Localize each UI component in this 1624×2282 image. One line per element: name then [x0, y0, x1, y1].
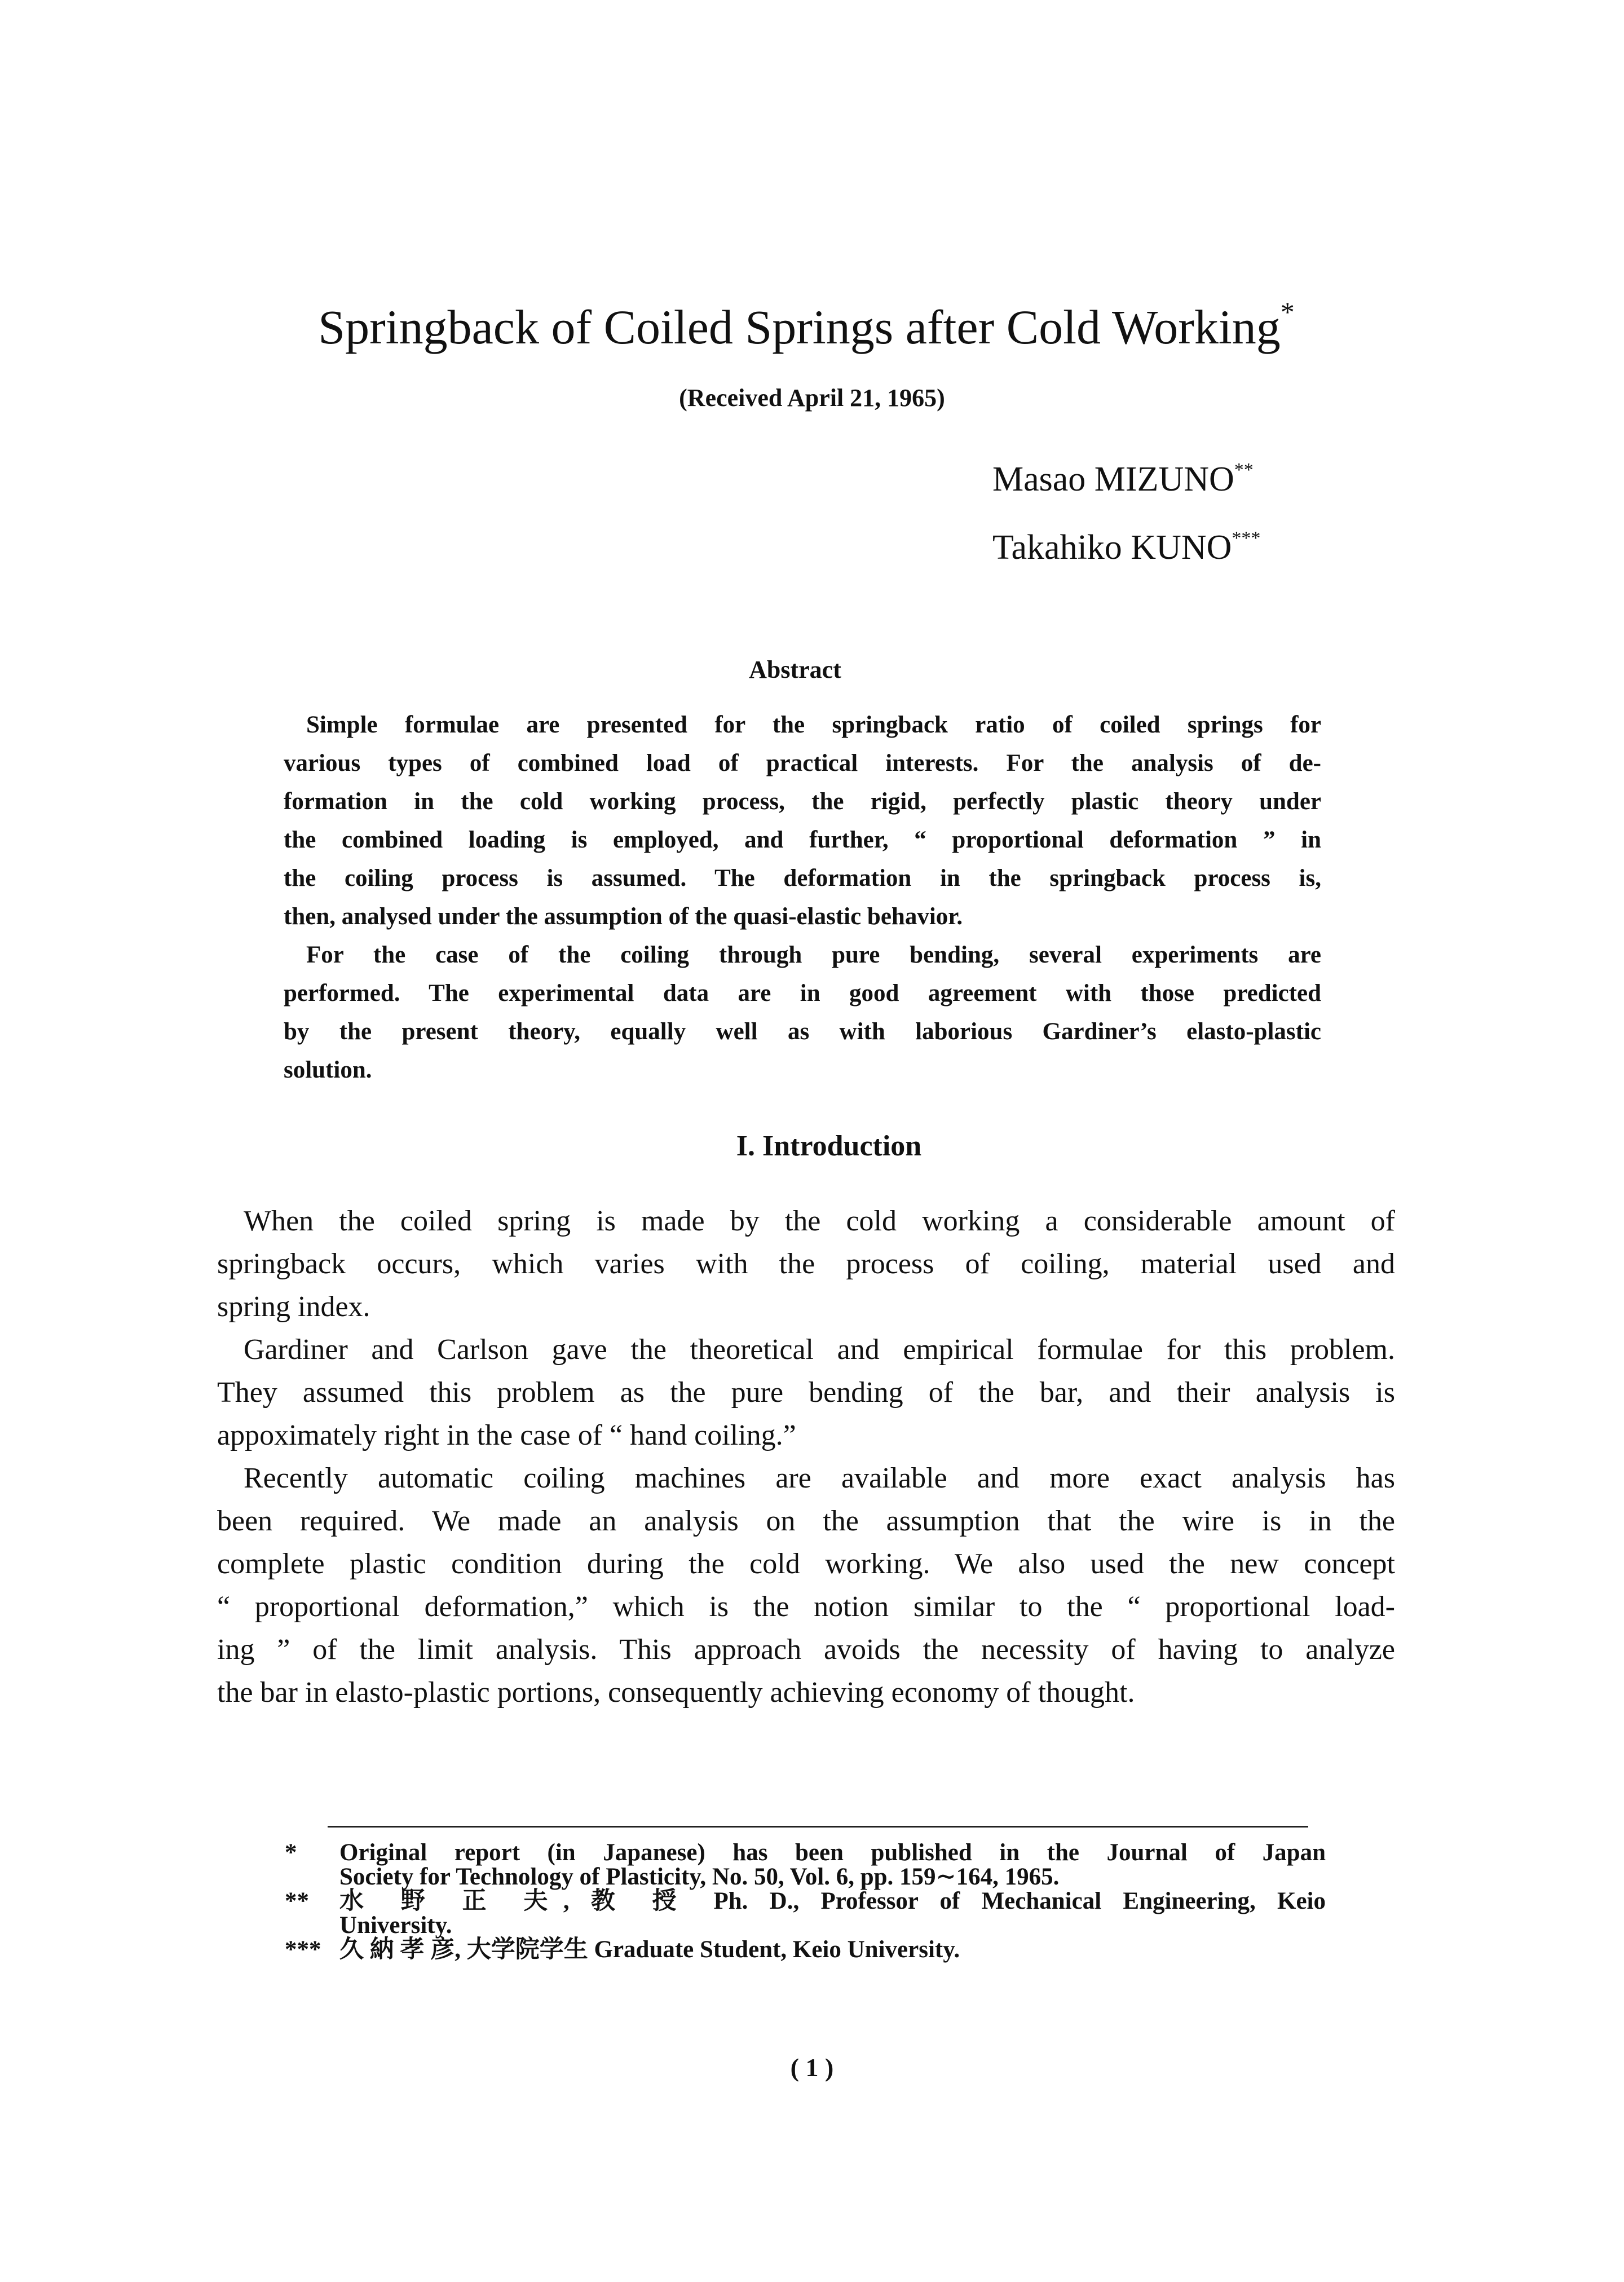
text-line: When the coiled spring is made by the cold working a considerable amount of	[244, 1205, 1395, 1237]
received-date: (Received April 21, 1965)	[679, 384, 945, 412]
text-line: springback occurs, which varies with the process of coiling, material used and	[217, 1248, 1395, 1280]
text-line: been required. We made an analysis on the assumption that the wire is in the	[217, 1505, 1395, 1537]
introduction-body	[217, 1200, 1395, 1714]
paper-title	[248, 296, 1365, 355]
paragraph	[217, 1200, 1395, 1328]
text-line: complete plastic condition during the cold working. We also used the new concept	[217, 1548, 1395, 1580]
text-line: performed. The experimental data are in good agreement with those predicted	[284, 980, 1321, 1007]
footnote-mark: ***	[285, 1936, 321, 1963]
text-line: the bar in elasto-plastic portions, consequently achieving economy of thought.	[217, 1676, 1135, 1709]
title-footnote-mark: *	[1280, 296, 1295, 328]
text-line: Gardiner and Carlson gave the theoretical and empirical formulae for this problem.	[244, 1334, 1395, 1366]
paragraph	[284, 936, 1321, 1089]
footnotes	[285, 1834, 1326, 1963]
footnote	[285, 1834, 1326, 1890]
paragraph	[217, 1328, 1395, 1457]
footnote	[285, 1931, 1326, 1963]
abstract-heading: Abstract	[749, 656, 841, 683]
footnote-divider	[328, 1826, 1308, 1828]
text-line: spring index.	[217, 1291, 370, 1323]
page-number: ( 1 )	[790, 2053, 834, 2082]
footnote	[285, 1882, 1326, 1939]
text-line: by the present theory, equally well as with laborious Gardiner’s elasto-plastic	[284, 1018, 1321, 1045]
author-footnote-mark: **	[1234, 460, 1254, 480]
text-line: They assumed this problem as the pure bending of the bar, and their analysis is	[217, 1376, 1395, 1409]
text-line: solution.	[284, 1057, 372, 1083]
paragraph	[217, 1457, 1395, 1714]
author-name: Takahiko KUNO	[992, 528, 1232, 567]
text-line: the coiling process is assumed. The deformation in the springback process is,	[284, 865, 1321, 891]
text-line: appoximately right in the case of “ hand coiling.”	[217, 1419, 796, 1451]
footnote-line: University.	[339, 1912, 452, 1939]
footnote-line: 久 納 孝 彦, 大学院学生 Graduate Student, Keio University.	[339, 1936, 960, 1963]
text-line: then, analysed under the assumption of the quasi-elastic behavior.	[284, 903, 963, 930]
text-line: Recently automatic coiling machines are available and more exact analysis has	[244, 1462, 1395, 1494]
abstract-body	[284, 706, 1321, 1089]
text-line: the combined loading is employed, and further, “ proportional deformation ” in	[284, 827, 1321, 853]
text-line: “ proportional deformation,” which is the notion similar to the “ proportional load-	[217, 1591, 1395, 1623]
section-heading-introduction: I. Introduction	[736, 1130, 922, 1162]
text-line: Simple formulae are presented for the springback ratio of coiled springs for	[306, 712, 1321, 738]
footnote-line: 水 野 正 夫, 教 授 Ph. D., Professor of Mechanical Engineering, Keio	[339, 1888, 1326, 1914]
author	[992, 528, 1260, 568]
text-line: formation in the cold working process, the rigid, perfectly plastic theory under	[284, 788, 1321, 815]
footnote-line: Original report (in Japanese) has been published in the Journal of Japan	[339, 1839, 1326, 1866]
author-footnote-mark: ***	[1232, 528, 1261, 549]
footnote-mark: *	[285, 1839, 297, 1866]
text-line: ing ” of the limit analysis. This approach avoids the necessity of having to analyze	[217, 1634, 1395, 1666]
footnote-mark: **	[285, 1888, 309, 1914]
title-text: Springback of Coiled Springs after Cold Working	[318, 300, 1281, 354]
author-name: Masao MIZUNO	[992, 460, 1234, 498]
paragraph	[284, 706, 1321, 936]
footnote-line: Society for Technology of Plasticity, No. 50, Vol. 6, pp. 159∼164, 1965.	[339, 1864, 1060, 1890]
text-line: various types of combined load of practical interests. For the analysis of de-	[284, 750, 1321, 776]
text-line: For the case of the coiling through pure bending, several experiments are	[306, 942, 1321, 968]
author	[992, 460, 1254, 500]
